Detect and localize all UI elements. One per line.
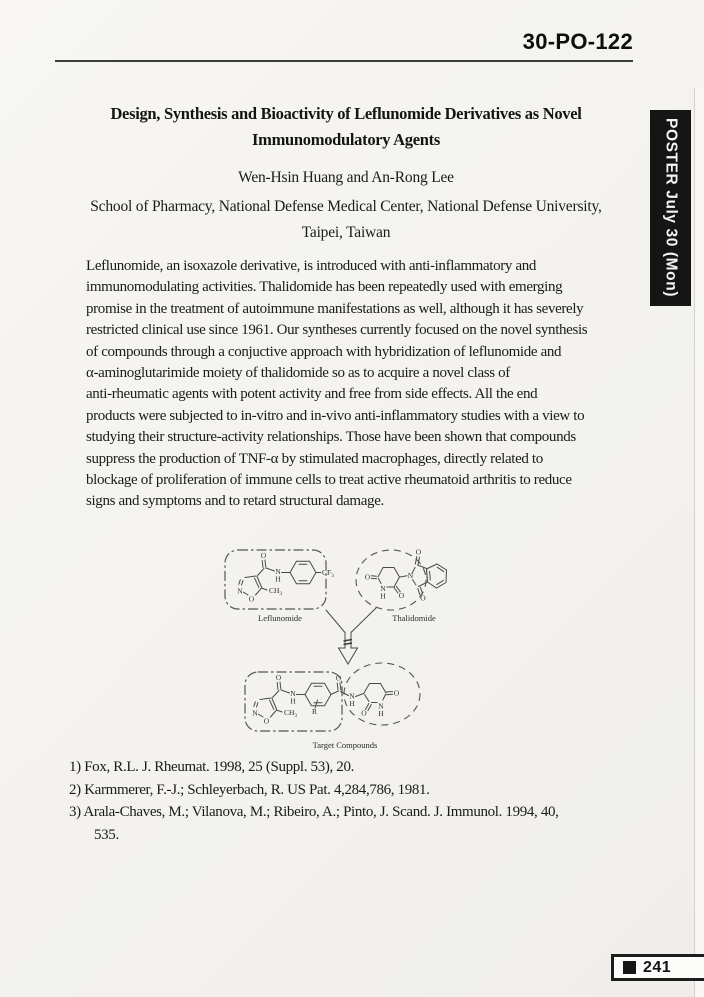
abstract-line: of compounds through a conjuctive approach with hybridization of leflunomide and [86,343,562,360]
atom-label: O [275,673,282,682]
methyl-label: $CH_3$ [284,708,298,719]
session-banner [650,110,691,306]
atom-label: O [335,673,342,683]
abstract-line: immunomodulating activities. Thalidomide has been repeatedly used with emerging [86,279,563,296]
atom-label: H [378,709,384,718]
atom-label: O [398,591,405,600]
methyl-label: $CH_3$ [269,586,283,597]
atom-label: O [260,551,267,560]
compound-scheme-figure [195,537,505,757]
session-banner-text: POSTER July 30 (Mon) [662,118,680,298]
scan-page-edge [694,88,704,997]
paper-code: 30-PO-122 [522,29,633,54]
target-compounds-label: Target Compounds [312,740,378,750]
target-structure [245,663,420,750]
abstract-line: studying their structure-activity relationships. Those have been shown that compounds [86,429,576,446]
affiliation [52,194,640,246]
abstract-line: anti-rheumatic agents with potent activity and free from side effects. All the end [86,386,538,403]
atom-label: N [349,691,355,701]
reference-item-continuation: 535. [94,826,119,843]
atom-label: N [290,689,296,698]
abstract-line: suppress the production of TNF-α by stimulated macrophages, directly related to [86,450,543,467]
reference-list [69,756,629,846]
atom-label: O [364,572,371,582]
page-number-box [611,954,704,981]
atom-label: O [415,547,422,557]
abstract-line: products were subjected to in-vitro and in-vivo anti-inflammatory studies with a view to [86,407,585,424]
authors: Wen-Hsin Huang and An-Rong Lee [238,169,454,186]
r-group-label: R [311,707,318,716]
atom-label: N [275,567,281,576]
page-number: 241 [643,958,672,976]
atom-label: N [378,701,384,711]
atom-label: N [252,708,258,718]
abstract-line: promise in the treatment of autoimmune manifestations as well, although it has severely [86,300,584,317]
affiliation-line1: School of Pharmacy, National Defense Medical Center, National Defense University, [90,198,602,215]
atom-label: O [361,708,367,718]
atom-label: N [237,586,243,596]
reference-item: 2) Karmmerer, F.-J.; Schleyerbach, R. US Pat. 4,284,786, 1981. [69,781,430,798]
reference-item: 1) Fox, R.L. J. Rheumat. 1998, 25 (Suppl. 53), 20. [69,759,354,775]
square-bullet-icon [623,961,636,974]
header-rule [55,60,633,62]
atom-label: H [380,591,386,601]
reference-item: 3) Arala-Chaves, M.; Vilanova, M.; Ribeiro, A.; Pinto, J. Scand. J. Immunol. 1994, 40, [69,804,559,821]
atom-label: O [263,716,270,726]
atom-label: N [407,571,414,580]
merge-arrow [326,608,376,664]
paper-title-line2: Immunomodulatory Agents [252,130,440,149]
atom-label: H [349,699,355,708]
atom-label: O [248,594,255,604]
thalidomide-structure [356,548,447,624]
leflunomide-structure [225,550,334,623]
atom-label: O [420,593,426,603]
abstract-line: blockage of proliferation of immune cells to treat active rheumatoid arthritis to reduce [86,472,572,489]
atom-label: H [290,696,296,706]
thalidomide-label: Thalidomide [392,613,436,623]
abstract [86,256,634,513]
abstract-line: signs and symptoms and to retard structural damage. [86,493,384,510]
atom-label: N [380,584,386,593]
affiliation-line2: Taipei, Taiwan [301,224,391,241]
paper-title [52,101,640,153]
leflunomide-label: Leflunomide [258,613,302,623]
atom-label: H [275,574,281,584]
paper-title-line1: Design, Synthesis and Bioactivity of Leflunomide Derivatives as Novel [110,104,582,123]
abstract-line: α-aminoglutarimide moiety of thalidomide so as to acquire a novel class of [86,365,510,382]
abstract-line: restricted clinical use since 1961. Our syntheses currently focused on the novel synthesis [86,322,588,339]
abstract-line: Leflunomide, an isoxazole derivative, is introduced with anti-inflammatory and [86,258,537,274]
trifluoromethyl-label: $CF_3$ [322,568,334,579]
atom-label: O [393,688,400,698]
